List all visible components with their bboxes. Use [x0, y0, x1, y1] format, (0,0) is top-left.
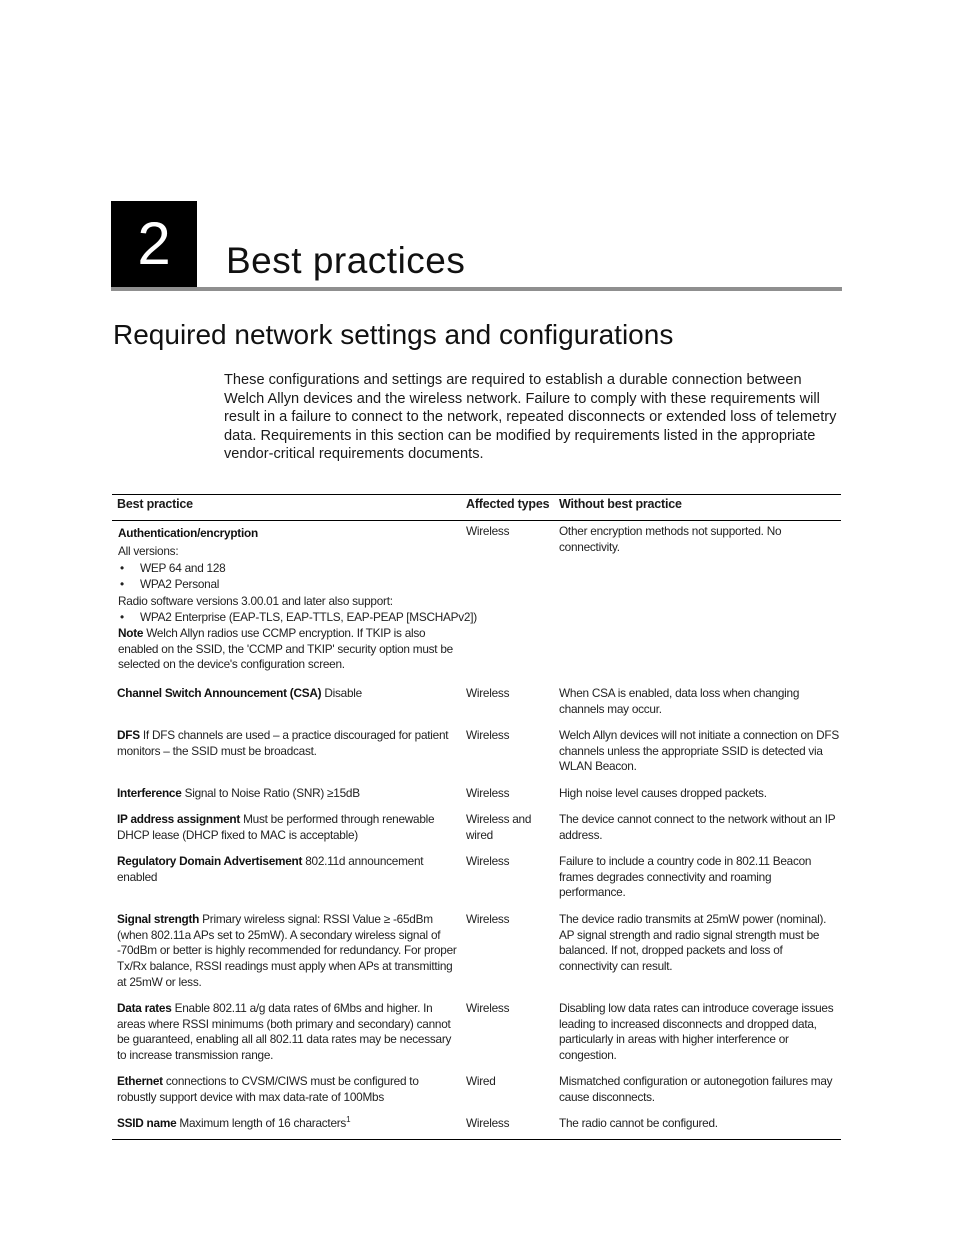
- best-practice-cell: [117, 912, 459, 991]
- without-best-practice-cell: When CSA is enabled, data loss when changing channels may occur.: [559, 686, 800, 716]
- best-practice-cell: [117, 1116, 459, 1132]
- header-without-best-practice: Without best practice: [559, 497, 682, 511]
- without-best-practice-cell: Welch Allyn devices will not initiate a connection on DFS channels unless the appropriate SSID is detected via WLAN Beacon.: [559, 728, 839, 774]
- row-text: Enable 802.11 a/g data rates of 6Mbs and higher. In areas where RSSI minimums (both primary and secondary) cannot be guaranteed, enabling all all 802.11 data rates may be necessary to increase transmission range.: [117, 1001, 452, 1063]
- best-practice-cell: [117, 686, 459, 702]
- header-affected-types: Affected types: [466, 497, 550, 511]
- auth-note-label: Note: [118, 625, 144, 640]
- row-label: DFS: [117, 728, 140, 742]
- table-header-rule: [112, 520, 841, 521]
- row-text: connections to CVSM/CIWS must be configured to robustly support device with max data-rate of 100Mbs: [117, 1074, 419, 1104]
- row-label: Regulatory Domain Advertisement: [117, 854, 303, 868]
- without-best-practice-cell: High noise level causes dropped packets.: [559, 786, 767, 800]
- row-text: If DFS channels are used – a practice discouraged for patient monitors – the SSID must be broadcast.: [117, 728, 449, 758]
- row-label: IP address assignment: [117, 812, 241, 826]
- best-practice-cell: [117, 786, 459, 802]
- row-text: Primary wireless signal: RSSI Value ≥ -65dBm (when 802.11a APs set to 25mW). A secondary wireless signal of -70dBm or better is highly recommended for redundancy. For proper Tx/Rx balance, RSSI readings must apply when APs at transmitting at 25mW or less.: [117, 912, 457, 989]
- without-best-practice-cell: Disabling low data rates can introduce coverage issues leading to increased disconnects and dropped data, particularly in areas with higher interference or congestion.: [559, 1001, 834, 1063]
- row-label: SSID name: [117, 1116, 177, 1130]
- affected-types-cell: Wireless: [466, 854, 510, 868]
- chapter-number: 2: [111, 201, 197, 287]
- row-text: Must be performed through renewable DHCP lease (DHCP fixed to MAC is acceptable): [117, 812, 435, 842]
- best-practice-cell: [117, 728, 459, 759]
- without-best-practice-cell: The radio cannot be configured.: [559, 1116, 718, 1130]
- header-best-practice: Best practice: [117, 497, 193, 511]
- table-top-rule: [112, 494, 841, 495]
- without-best-practice-cell: Other encryption methods not supported. No connectivity.: [559, 524, 782, 554]
- auth-bullet-wpa2-enterprise: • WPA2 Enterprise (EAP-TLS, EAP-TTLS, EAP-PEAP [MSCHAPv2]): [118, 609, 460, 626]
- affected-types-cell: Wired: [466, 1074, 496, 1088]
- row-label: Channel Switch Announcement (CSA): [117, 686, 322, 700]
- row-label: Data rates: [117, 1001, 172, 1015]
- auth-title: Authentication/encryption: [118, 526, 258, 540]
- best-practice-cell: [117, 854, 459, 885]
- best-practice-cell: [117, 812, 459, 843]
- affected-types-cell: Wireless: [466, 1116, 510, 1130]
- auth-bullet-wep: • WEP 64 and 128: [118, 560, 460, 577]
- without-best-practice-cell: Failure to include a country code in 802.11 Beacon frames degrades connectivity and roaming performance.: [559, 854, 812, 900]
- best-practice-cell: [118, 525, 477, 673]
- affected-types-cell: Wireless and wired: [466, 812, 532, 842]
- without-best-practice-cell: The device radio transmits at 25mW power (nominal). AP signal strength and radio signal strength must be balanced. If not, dropped packets and loss of connectivity can result.: [559, 912, 827, 974]
- auth-bullet-wpa2-personal: • WPA2 Personal: [118, 576, 460, 593]
- auth-radio-versions: Radio software versions 3.00.01 and later also support:: [118, 593, 393, 608]
- affected-types-cell: Wireless: [466, 786, 510, 800]
- row-label: Signal strength: [117, 912, 200, 926]
- table-bottom-rule: [112, 1139, 841, 1140]
- row-text: 802.11d announcement enabled: [117, 854, 424, 884]
- best-practice-cell: [117, 1074, 459, 1105]
- affected-types-cell: Wireless: [466, 728, 510, 742]
- chapter-title: Best practices: [226, 240, 466, 281]
- section-title: Required network settings and configurations: [113, 319, 674, 350]
- affected-types-cell: Wireless: [466, 524, 510, 538]
- row-label: Ethernet: [117, 1074, 163, 1088]
- best-practice-cell: [117, 1001, 459, 1064]
- affected-types-cell: Wireless: [466, 912, 510, 926]
- chapter-rule: [111, 287, 842, 291]
- footnote-marker: 1: [346, 1115, 351, 1125]
- affected-types-cell: Wireless: [466, 1001, 510, 1015]
- without-best-practice-cell: Mismatched configuration or autonegotion failures may cause disconnects.: [559, 1074, 833, 1104]
- affected-types-cell: Wireless: [466, 686, 510, 700]
- row-text: Signal to Noise Ratio (SNR) ≥15dB: [181, 786, 360, 800]
- without-best-practice-cell: The device cannot connect to the network without an IP address.: [559, 812, 836, 842]
- intro-paragraph: These configurations and settings are required to establish a durable connection between Welch Allyn devices and the wireless network. Failure to comply with these requirements will result in a failure to connect to the network, repeated disconnects or extended loss of telemetry data. Requirements in this section can be modified by requirements listed in the appropriate vendor-critical requirements documents.: [224, 372, 837, 463]
- row-text: Maximum length of 16 characters: [176, 1116, 347, 1130]
- row-label: Interference: [117, 786, 182, 800]
- auth-note-text: Welch Allyn radios use CCMP encryption. If TKIP is also enabled on the SSID, the 'CCMP and TKIP' security option must be selected on the device's configuration screen.: [118, 625, 453, 672]
- row-text: Disable: [321, 686, 362, 700]
- auth-all-versions: All versions:: [118, 544, 179, 558]
